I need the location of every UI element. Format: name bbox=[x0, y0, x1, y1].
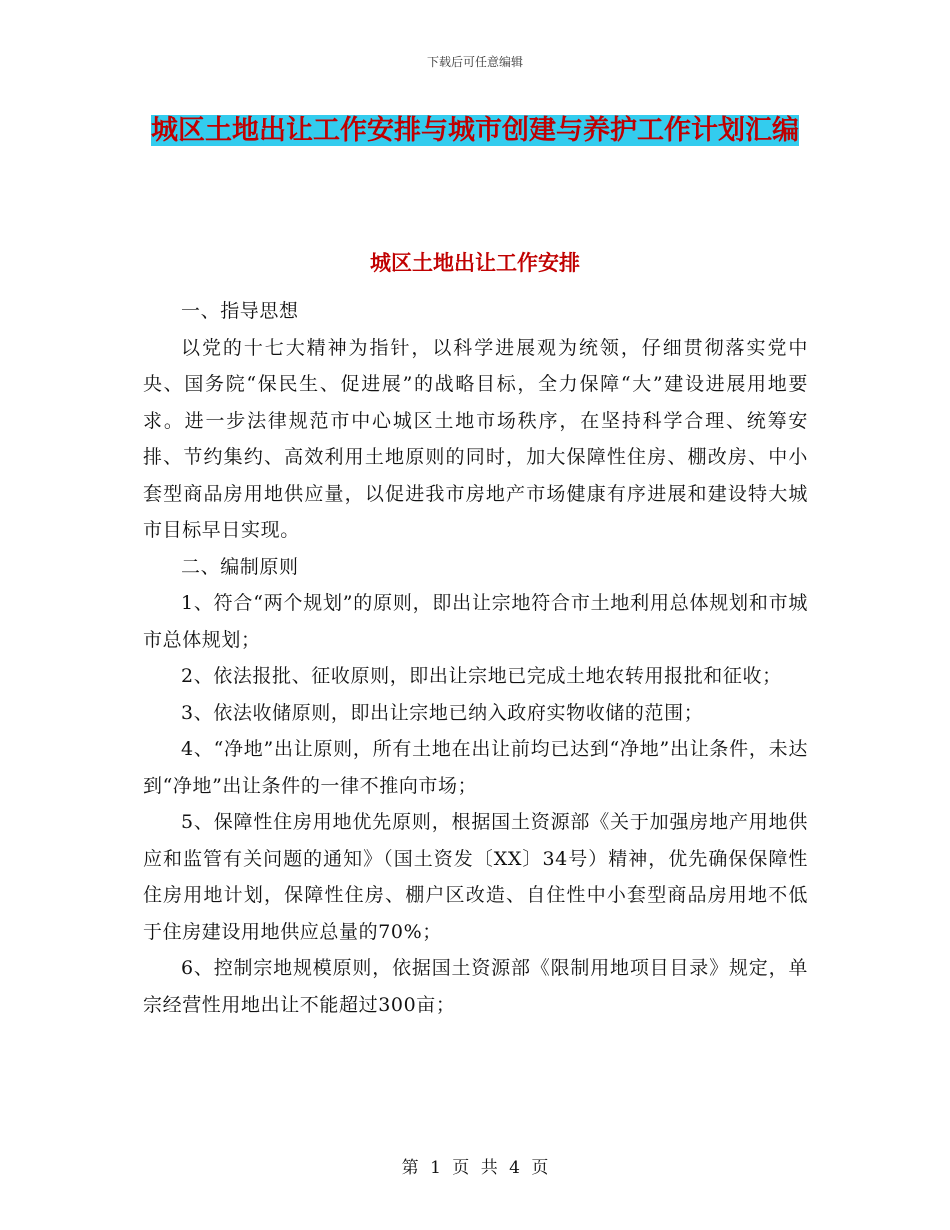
paragraph: 5、保障性住房用地优先原则，根据国土资源部《关于加强房地产用地供应和监管有关问题的通知》（国土资发〔XX〕34号）精神，优先确保保障性住房用地计划，保障性住房、棚户区改造、自住性中小套型商品房用地不低于住房建设用地供应总量的70%； bbox=[143, 811, 808, 943]
paragraph: 二、编制原则 bbox=[181, 555, 299, 578]
page-footer: 第 1 页 共 4 页 bbox=[401, 1158, 549, 1178]
paragraph: 3、依法收储原则，即出让宗地已纳入政府实物收储的范围； bbox=[181, 701, 704, 724]
paragraph: 1、符合“两个规划”的原则，即出让宗地符合市土地利用总体规划和市城市总体规划； bbox=[143, 592, 808, 651]
paragraph: 4、“净地”出让原则，所有土地在出让前均已达到“净地”出让条件，未达到“净地”出让条件的一律不推向市场； bbox=[143, 738, 808, 797]
header-note: 下载后可任意编辑 bbox=[426, 55, 523, 69]
body-text bbox=[143, 293, 808, 1023]
document-title bbox=[140, 108, 810, 154]
paragraph: 一、指导思想 bbox=[181, 300, 299, 322]
paragraph: 6、控制宗地规模原则，依据国土资源部《限制用地项目目录》规定，单宗经营性用地出让不能超过300亩； bbox=[143, 957, 808, 1016]
section-title: 城区土地出让工作安排 bbox=[370, 251, 580, 275]
paragraph: 2、依法报批、征收原则，即出让宗地已完成土地农转用报批和征收； bbox=[181, 665, 782, 687]
paragraph: 以党的十七大精神为指针，以科学进展观为统领，仔细贯彻落实党中央、国务院“保民生、促进展”的战略目标，全力保障“大”建设进展用地要求。进一步法律规范市中心城区土地市场秩序，在坚持科学合理、统筹安排、节约集约、高效利用土地原则的同时，加大保障性住房、棚改房、中小套型商品房用地供应量，以促进我市房地产市场健康有序进展和建设特大城市目标早日实现。 bbox=[143, 336, 808, 541]
document-title-text: 城区土地出让工作安排与城市创建与养护工作计划汇编 bbox=[151, 115, 799, 146]
